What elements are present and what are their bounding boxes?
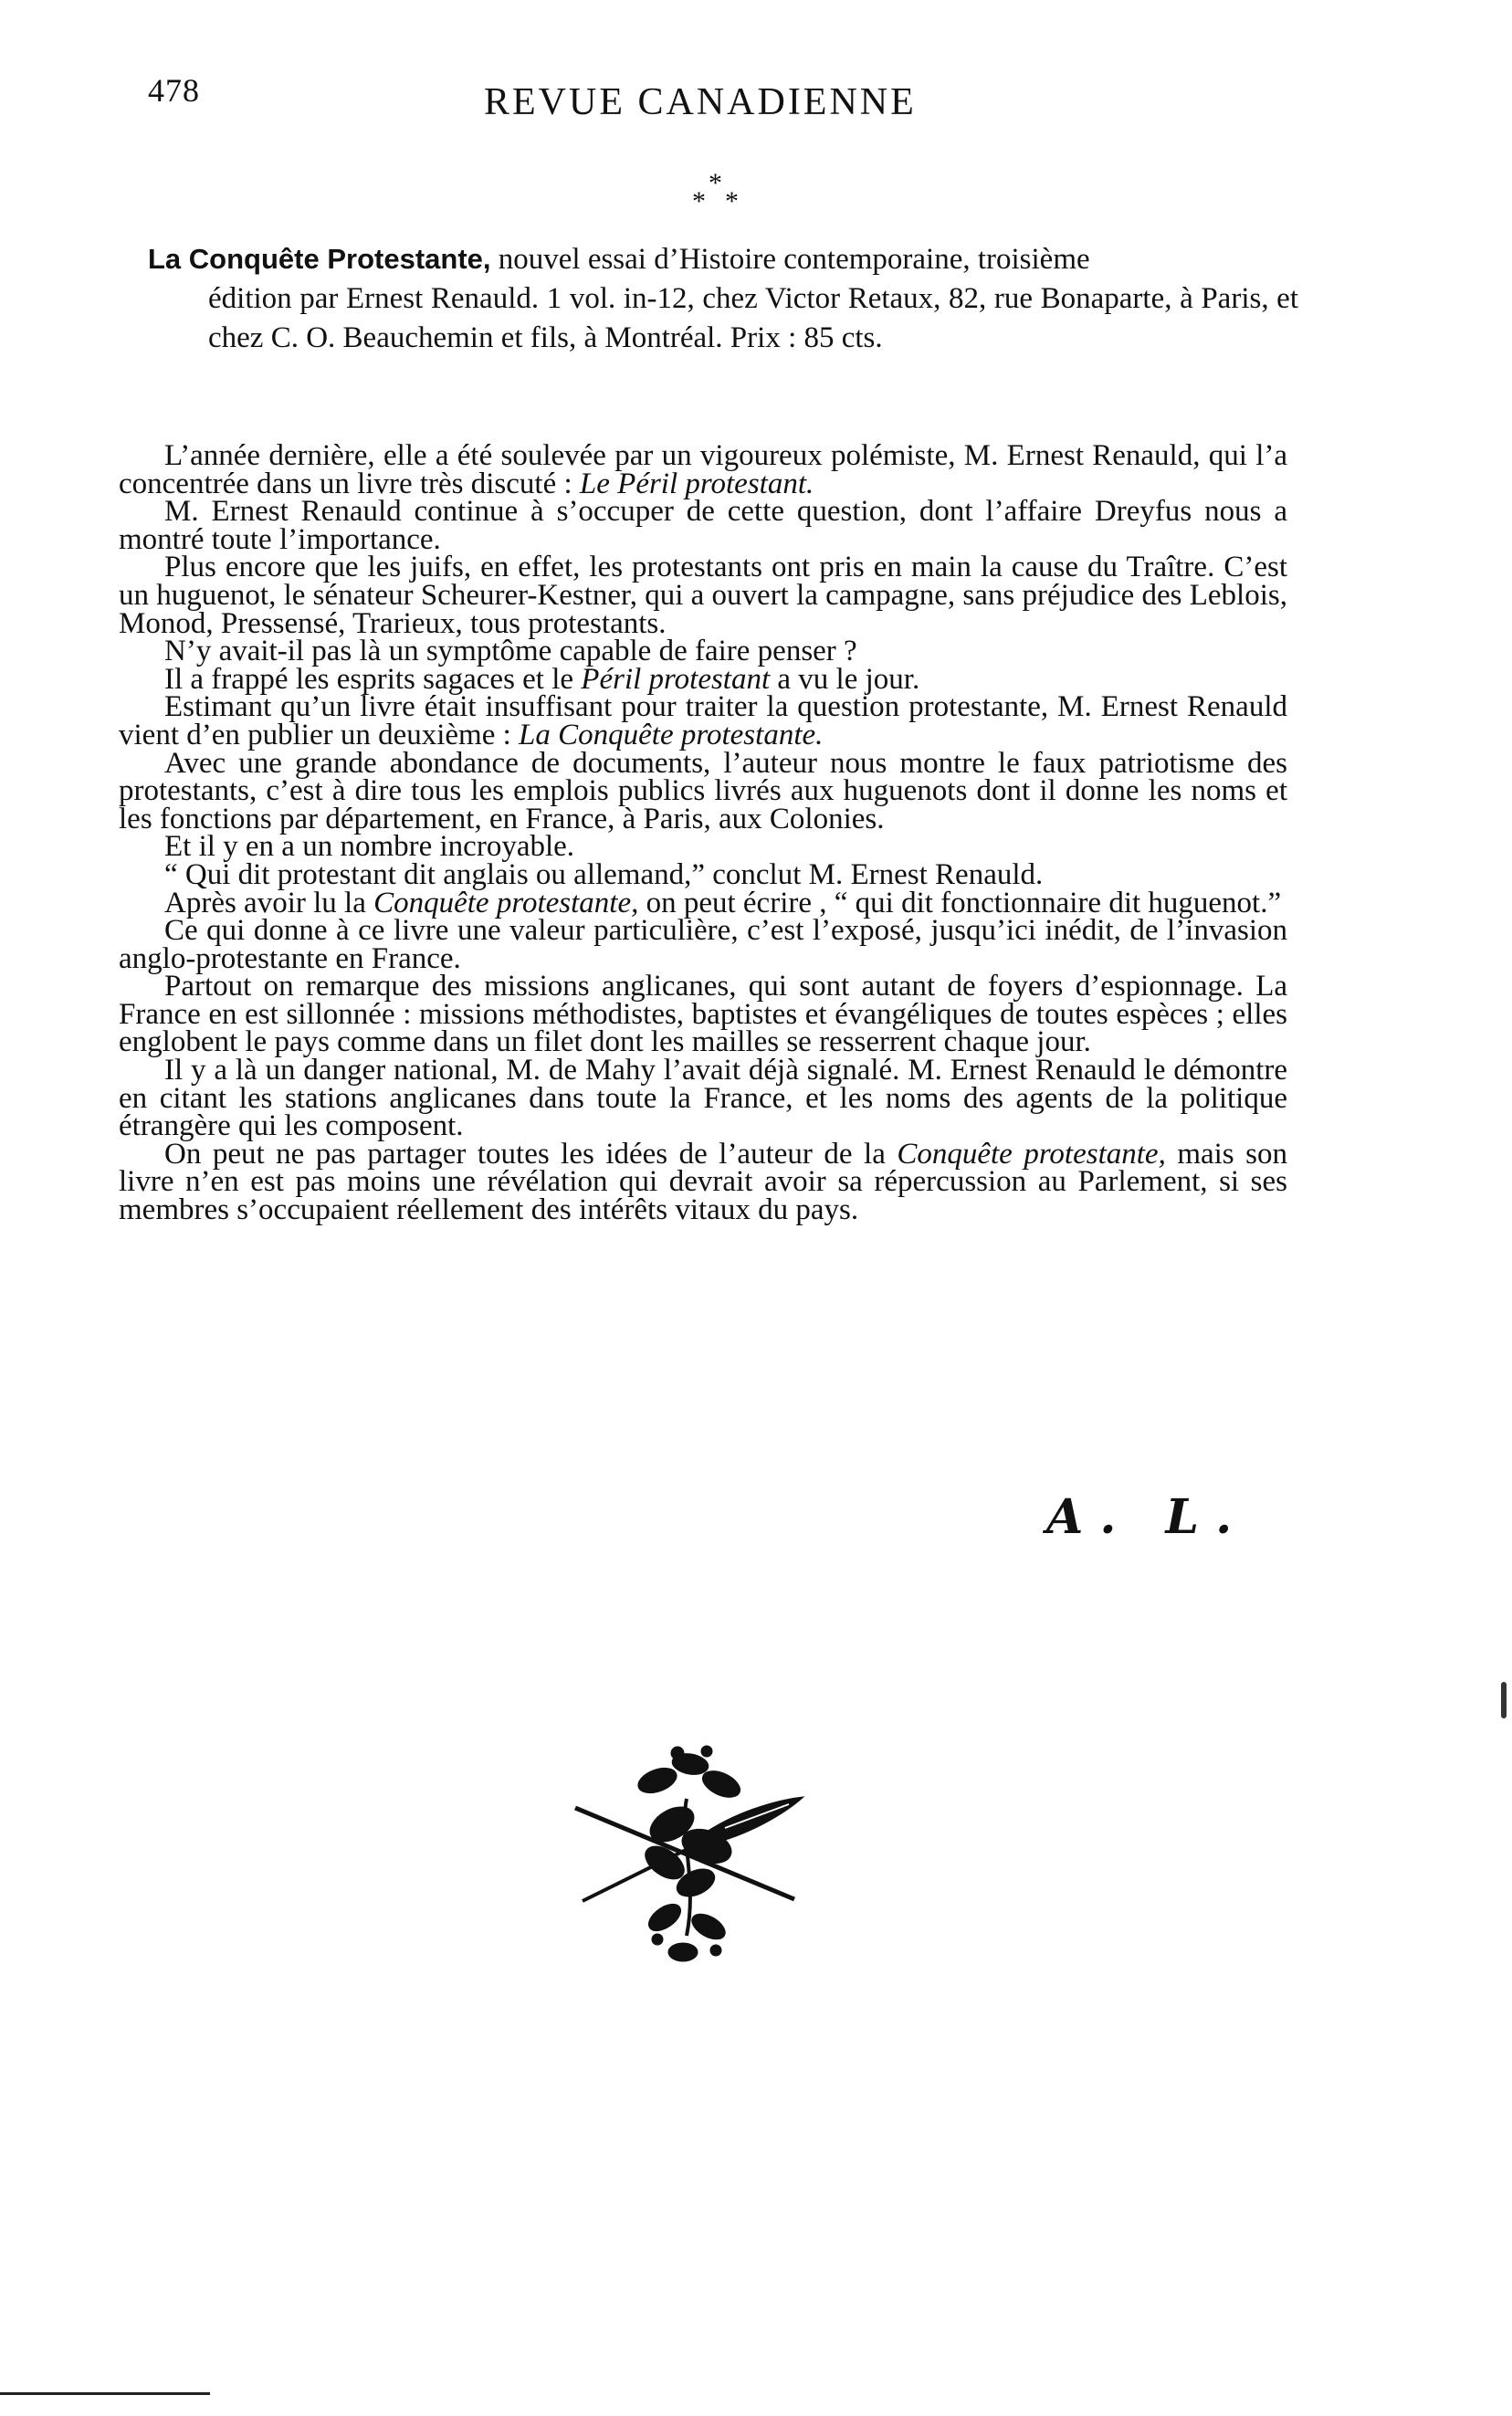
asterisk-top: * [709, 168, 722, 198]
paragraph-text: Avec une grande abondance de documents, l’auteur nous montre le faux patriotisme des protestants, c’est à dire tous les emplois publics livrés aux huguenots dont il donne les noms et les fonctions par département, en France, à Paris, aux Colonies. [119, 746, 1287, 835]
italic-title: La Conquête protestante. [519, 718, 824, 751]
ornament [570, 1744, 807, 1972]
paragraph-text: Il y a là un danger national, M. de Mahy l’avait déjà signalé. M. Ernest Renauld le démontre en citant les stations anglicanes dans toute la France, et les noms des agents de la politique étrangère qui les composent. [119, 1054, 1287, 1143]
asterisk-left: * [692, 186, 706, 216]
quill-and-oak-leaves-fleuron-icon [570, 1744, 807, 1972]
paragraph [119, 495, 1287, 556]
paragraph [119, 830, 1287, 864]
paragraph-text: “ Qui dit protestant dit anglais ou allemand,” conclut M. Ernest Renauld. [164, 857, 1044, 891]
paragraph [119, 690, 1287, 751]
paragraph [119, 746, 1287, 835]
paragraph [119, 662, 1287, 696]
review-citation [148, 239, 1298, 358]
italic-title: Le Péril protestant. [579, 467, 814, 500]
paragraph [119, 551, 1287, 640]
paragraph-text: L’année dernière, elle a été soulevée par un vigoureux polémiste, M. Ernest Renauld, qui l’a concentrée dans un livre très discuté : [119, 439, 1287, 500]
paragraph-text: a vu le jour. [770, 662, 920, 696]
paragraph-text: on peut écrire , “ qui dit fonctionnaire dit huguenot.” [638, 886, 1282, 919]
paragraph-text: Il a frappé les esprits sagaces et le [164, 662, 582, 696]
paragraph-text: Et il y en a un nombre incroyable. [164, 830, 575, 864]
paragraph-text: Après avoir lu la [164, 886, 374, 919]
citation-details: édition par Ernest Renauld. 1 vol. in-12, chez Victor Retaux, 82, rue Bonaparte, à Paris, et chez C. O. Beauchemin et fils, à Montréal. Prix : 85 cts. [208, 282, 1298, 354]
asterisk-right: * [725, 186, 739, 216]
citation-line-1: nouvel essai d’Histoire contemporaine, troisième [490, 243, 1090, 276]
italic-title: Conquête protestante, [373, 886, 639, 919]
book-title: La Conquête Protestante, [148, 243, 491, 275]
page-edge-mark [1501, 1682, 1507, 1718]
paragraph [119, 970, 1287, 1059]
paragraph [119, 857, 1287, 891]
paragraph-text: On peut ne pas partager toutes les idées de l’auteur de la [164, 1137, 898, 1171]
paragraph [119, 886, 1287, 919]
bottom-rule [0, 2392, 210, 2395]
page-number: 478 [148, 72, 200, 109]
paragraph [119, 439, 1287, 500]
paragraph [119, 637, 1287, 666]
asterism [688, 170, 752, 215]
author-signature: A. L. [1046, 1489, 1249, 1545]
paragraph-text: N’y avait-il pas là un symptôme capable de faire penser ? [164, 635, 857, 668]
paragraph-text: Partout on remarque des missions anglicanes, qui sont autant de foyers d’espionnage. La France en est sillonnée : missions méthodistes, baptistes et évangéliques de toutes espèces ; elles englobent le pays comme dans un filet dont les mailles se resserrent chaque jour. [119, 970, 1287, 1059]
paragraph-text: M. Ernest Renauld continue à s’occuper de cette question, dont l’affaire Dreyfus nous a montré toute l’importance. [119, 495, 1287, 556]
paragraph [119, 1137, 1287, 1227]
paragraph [119, 914, 1287, 975]
italic-title: Conquête protestante, [897, 1137, 1166, 1171]
paragraph-text: Estimant qu’un livre était insuffisant pour traiter la question protestante, M. Ernest Renauld vient d’en publier un deuxième : [119, 690, 1287, 751]
running-head: REVUE CANADIENNE [484, 81, 917, 123]
italic-title: Péril protestant [581, 662, 771, 696]
review-body [119, 439, 1287, 1227]
paragraph [119, 1054, 1287, 1143]
paragraph-text: mais son livre n’en est pas moins une révélation qui devrait avoir sa répercussion au Parlement, si ses membres s’occupaient réellement des intérêts vitaux du pays. [119, 1137, 1287, 1227]
paragraph-text: Ce qui donne à ce livre une valeur particulière, c’est l’exposé, jusqu’ici inédit, de l’invasion anglo-protestante en France. [119, 914, 1287, 975]
paragraph-text: Plus encore que les juifs, en effet, les protestants ont pris en main la cause du Traître. C’est un huguenot, le sénateur Scheurer-Kestner, qui a ouvert la campagne, sans préjudice des Leblois, Monod, Pressensé, Trarieux, tous protestants. [119, 551, 1287, 640]
